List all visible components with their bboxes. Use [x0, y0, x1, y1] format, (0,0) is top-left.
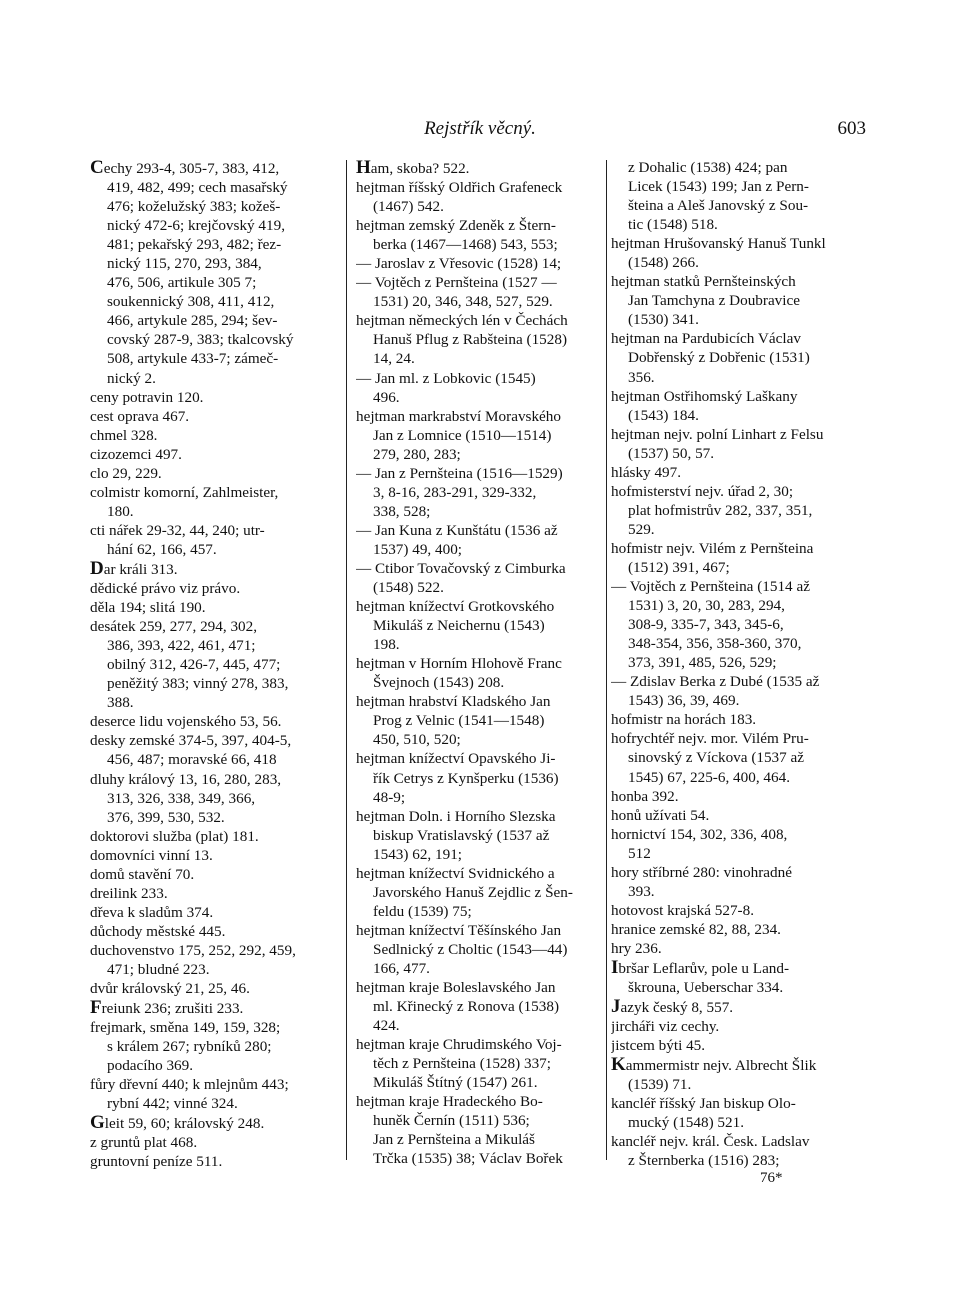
signature-mark: 76* [760, 1170, 783, 1186]
index-line: kancléř nejv. král. Česk. Ladslav [611, 1133, 810, 1151]
index-line: 166, 477. [373, 959, 430, 977]
index-line: hejtman Doln. i Horního Slezska [356, 807, 556, 825]
index-line: (1537) 50, 57. [628, 444, 715, 462]
index-line: hejtman statků Pernšteinských [611, 273, 796, 291]
index-line: Dar králi 313. [90, 558, 178, 579]
index-line: — Vojtěch z Pernšteina (1514 až [611, 578, 810, 596]
column-divider [346, 160, 347, 1160]
index-line: 308-9, 335-7, 343, 345-6, [628, 616, 784, 634]
index-line: 512 [628, 844, 651, 862]
index-line: dřeva k sladům 374. [90, 903, 214, 921]
index-line: 424. [373, 1017, 400, 1035]
index-line: deserce lidu vojenského 53, 56. [90, 713, 282, 731]
index-line: hotovost krajská 527-8. [611, 901, 754, 919]
index-line: gruntovní peníze 511. [90, 1153, 223, 1171]
index-line: nický 2. [107, 369, 156, 387]
index-line: honba 392. [611, 787, 679, 805]
index-line: — Ctibor Tovačovský z Cimburka [356, 559, 566, 577]
index-line: hejtman hrabství Kladského Jan [356, 693, 551, 711]
index-line: cizozemci 497. [90, 445, 182, 463]
index-line: hejtman Hrušovanský Hanuš Tunkl [611, 235, 826, 253]
index-line: 348-354, 356, 358-360, 370, [628, 635, 802, 653]
index-line: 14, 24. [373, 350, 415, 368]
index-line: jircháři viz cechy. [611, 1018, 720, 1036]
index-line: děla 194; slitá 190. [90, 599, 206, 617]
index-line: 496. [373, 388, 400, 406]
index-line: škrouna, Ueberschar 334. [628, 979, 784, 997]
index-line: Kammermistr nejv. Albrecht Šlik [611, 1055, 817, 1076]
index-line: clo 29, 229. [90, 464, 162, 482]
index-line: hofmisterství nejv. úřad 2, 30; [611, 482, 794, 500]
index-line: 450, 510, 520; [373, 731, 461, 749]
index-line: hejtman v Horním Hlohově Franc [356, 655, 562, 673]
index-line: — Vojtěch z Pernšteina (1527 — [356, 274, 557, 292]
index-line: Ibršar Leflarův, pole u Land- [611, 957, 790, 978]
index-line: ceny potravin 120. [90, 388, 204, 406]
index-line: 3, 8-16, 283-291, 329-332, [373, 483, 537, 501]
index-line: hejtman kraje Chrudimského Voj- [356, 1036, 562, 1054]
index-line: 373, 391, 485, 526, 529; [628, 654, 777, 672]
index-line: Jan z Lomnice (1510—1514) [373, 426, 552, 444]
index-column-left [90, 158, 342, 1171]
index-line: hranice zemské 82, 88, 234. [611, 920, 781, 938]
index-line: plat hofmistrův 282, 337, 351, [628, 501, 813, 519]
index-line: dluhy králový 13, 16, 280, 283, [90, 770, 282, 788]
index-line: jistcem býti 45. [611, 1037, 706, 1055]
index-line: ml. Křinecký z Ronova (1538) [373, 998, 560, 1016]
index-line: dvůr královský 21, 25, 46. [90, 980, 250, 998]
index-line: hofmistr na horách 183. [611, 711, 757, 729]
index-line: — Zdislav Berka z Dubé (1535 až [611, 673, 820, 691]
index-line: důchody městské 445. [90, 922, 226, 940]
index-line: hofrychtéř nejv. mor. Vilém Pru- [611, 730, 809, 748]
index-line: hry 236. [611, 939, 662, 957]
index-line: Trčka (1535) 38; Václav Bořek [373, 1150, 563, 1168]
index-line: hejtman knížectví Grotkovského [356, 598, 555, 616]
index-line: 471; bludné 223. [107, 960, 210, 978]
index-line: cti nářek 29-32, 44, 240; utr- [90, 521, 265, 539]
index-line: hornictví 154, 302, 336, 408, [611, 825, 788, 843]
index-line: z gruntů plat 468. [90, 1134, 198, 1152]
running-header-title: Rejstřík věcný. [424, 118, 536, 139]
index-line: hofmistr nejv. Vilém z Pernšteina [611, 539, 814, 557]
index-line: 386, 393, 422, 461, 471; [107, 637, 256, 655]
index-line: 419, 482, 499; cech masařský [107, 179, 288, 197]
column-divider [606, 160, 607, 1160]
index-line: rybní 442; vinné 324. [107, 1095, 238, 1113]
index-line: z Dohalic (1538) 424; pan [628, 159, 788, 176]
index-line: berka (1467—1468) 543, 553; [373, 236, 558, 254]
index-line: (1530) 341. [628, 311, 699, 329]
index-line: 481; pekařský 293, 482; řez- [107, 236, 282, 254]
index-line: — Jan ml. z Lobkovic (1545) [356, 369, 536, 387]
index-line: s králem 267; rybníků 280; [107, 1038, 272, 1056]
index-line: (1467) 542. [373, 198, 444, 216]
index-line: (1543) 184. [628, 406, 699, 424]
index-line: feldu (1539) 75; [373, 902, 472, 920]
index-line: 48-9; [373, 788, 406, 806]
index-line: řík Cetrys z Kynšperku (1536) [373, 769, 559, 787]
index-line: hejtman knížectví Opavského Ji- [356, 750, 556, 768]
index-line: (1548) 522. [373, 579, 444, 597]
index-line: podacího 369. [107, 1057, 194, 1075]
index-line: hejtman na Pardubicích Václav [611, 330, 801, 348]
index-line: Jazyk český 8, 557. [611, 997, 734, 1018]
index-line: Freiunk 236; zrušiti 233. [90, 998, 244, 1019]
index-line: 1531) 3, 20, 30, 283, 294, [628, 597, 785, 615]
index-line: peněžitý 383; vinný 278, 383, [107, 675, 289, 693]
index-line: hejtman kraje Boleslavského Jan [356, 979, 556, 997]
index-line: z Šternberka (1516) 283; [628, 1152, 780, 1170]
index-line: cest oprava 467. [90, 407, 190, 425]
index-line: šteina a Aleš Janovský z Sou- [628, 197, 809, 215]
index-line: covský 287-9, 383; tkalcovský [107, 331, 294, 349]
index-line: 376, 399, 530, 532. [107, 808, 225, 826]
index-line: 338, 528; [373, 502, 431, 520]
index-line: Jan Tamchyna z Doubravice [628, 292, 800, 310]
index-line: doktorovi služba (plat) 181. [90, 827, 259, 845]
index-line: hání 62, 166, 457. [107, 540, 217, 558]
index-line: desátek 259, 277, 294, 302, [90, 618, 258, 636]
index-line: 388. [107, 694, 134, 712]
index-line: (1512) 391, 467; [628, 558, 730, 576]
index-line: 476, 506, artikule 305 7; [107, 274, 257, 292]
index-line: duchovenstvo 175, 252, 292, 459, [90, 941, 296, 959]
index-line: frejmark, směna 149, 159, 328; [90, 1019, 281, 1037]
index-line: 198. [373, 636, 400, 654]
index-line: Mikuláš Štítný (1547) 261. [373, 1074, 538, 1092]
index-line: hejtman kraje Hradeckého Bo- [356, 1093, 543, 1111]
index-line: Švejnoch (1543) 208. [373, 674, 505, 692]
index-line: hlásky 497. [611, 463, 682, 481]
index-line: dědické právo viz právo. [90, 580, 241, 598]
index-column-middle [356, 158, 602, 1168]
index-line: 1545) 67, 225-6, 400, 464. [628, 768, 790, 786]
index-line: 356. [628, 368, 655, 386]
index-line: kancléř říšský Jan biskup Olo- [611, 1095, 796, 1113]
index-line: sinovský z Víckova (1537 až [628, 749, 805, 767]
index-line: hejtman německých lén v Čechách [356, 312, 568, 330]
index-line: domů stavění 70. [90, 865, 195, 883]
index-line: hory stříbrné 280: vinohradné [611, 863, 792, 881]
index-line: Javorského Hanuš Zejdlic z Šen- [373, 883, 573, 901]
index-line: Hanuš Pflug z Rabšteina (1528) [373, 331, 568, 349]
index-line: 456, 487; moravské 66, 418 [107, 751, 277, 769]
index-line: Dobřenský z Dobřenic (1531) [628, 349, 810, 367]
index-line: — Jan z Pernšteina (1516—1529) [356, 464, 563, 482]
index-line: (1548) 266. [628, 254, 699, 272]
index-line: těch z Pernšteina (1528) 337; [373, 1055, 551, 1073]
index-line: nický 115, 270, 293, 384, [107, 255, 262, 273]
index-line: Jan z Pernšteina a Mikuláš [373, 1131, 535, 1149]
index-line: colmistr komorní, Zahlmeister, [90, 483, 279, 501]
index-line: 466, artykule 285, 294; šev- [107, 312, 278, 330]
index-column-right [611, 158, 865, 1170]
index-line: hejtman knížectví Svidnického a [356, 864, 555, 882]
index-line: 1531) 20, 346, 348, 527, 529. [373, 293, 553, 311]
index-line: biskup Vratislavský (1537 až [373, 826, 550, 844]
index-line: 476; koželužský 383; kožeš- [107, 198, 281, 216]
index-line: Cechy 293-4, 305-7, 383, 412, [90, 158, 280, 178]
index-line: desky zemské 374-5, 397, 404-5, [90, 732, 292, 750]
index-line: Prog z Velnic (1541—1548) [373, 712, 545, 730]
index-line: hejtman knížectví Těšínského Jan [356, 921, 562, 939]
index-line: hejtman zemský Zdeněk z Štern- [356, 217, 556, 235]
index-line: 279, 280, 283; [373, 445, 461, 463]
index-line: 1543) 62, 191; [373, 845, 463, 863]
index-line: Sedlnický z Choltic (1543—44) [373, 940, 568, 958]
index-line: 1537) 49, 400; [373, 540, 463, 558]
index-line: hejtman říšský Oldřich Grafeneck [356, 179, 563, 197]
index-line: — Jan Kuna z Kunštátu (1536 až [356, 521, 558, 539]
index-line: fůry dřevní 440; k mlejnům 443; [90, 1076, 289, 1094]
index-line: hejtman Ostřihomský Laškany [611, 387, 798, 405]
index-line: Mikuláš z Neichernu (1543) [373, 617, 545, 635]
index-line: soukennický 308, 411, 412, [107, 293, 275, 311]
index-line: tic (1548) 518. [628, 216, 718, 234]
index-line: Ham, skoba? 522. [356, 158, 470, 178]
index-line: 313, 326, 338, 349, 366, [107, 789, 256, 807]
index-line: 180. [107, 502, 134, 520]
index-line: (1539) 71. [628, 1076, 692, 1094]
index-line: dreilink 233. [90, 884, 168, 902]
index-line: chmel 328. [90, 426, 158, 444]
index-line: 529. [628, 520, 655, 538]
index-line: nický 472-6; krejčovský 419, [107, 217, 286, 235]
page-number: 603 [837, 118, 866, 139]
index-line: huněk Černín (1511) 536; [373, 1112, 530, 1130]
index-line: 508, artykule 433-7; zámeč- [107, 350, 279, 368]
index-line: honů užívati 54. [611, 806, 710, 824]
index-line: Gleit 59, 60; královský 248. [90, 1113, 265, 1134]
index-line: 1543) 36, 39, 469. [628, 692, 740, 710]
index-line: mucký (1548) 521. [628, 1114, 744, 1132]
index-line: 393. [628, 882, 655, 900]
index-line: Licek (1543) 199; Jan z Pern- [628, 178, 809, 196]
index-line: domovníci vinní 13. [90, 846, 213, 864]
index-line: hejtman nejv. polní Linhart z Felsu [611, 425, 824, 443]
index-line: obilný 312, 426-7, 445, 477; [107, 656, 281, 674]
index-line: hejtman markrabství Moravského [356, 407, 561, 425]
index-line: — Jaroslav z Vřesovic (1528) 14; [356, 255, 562, 273]
